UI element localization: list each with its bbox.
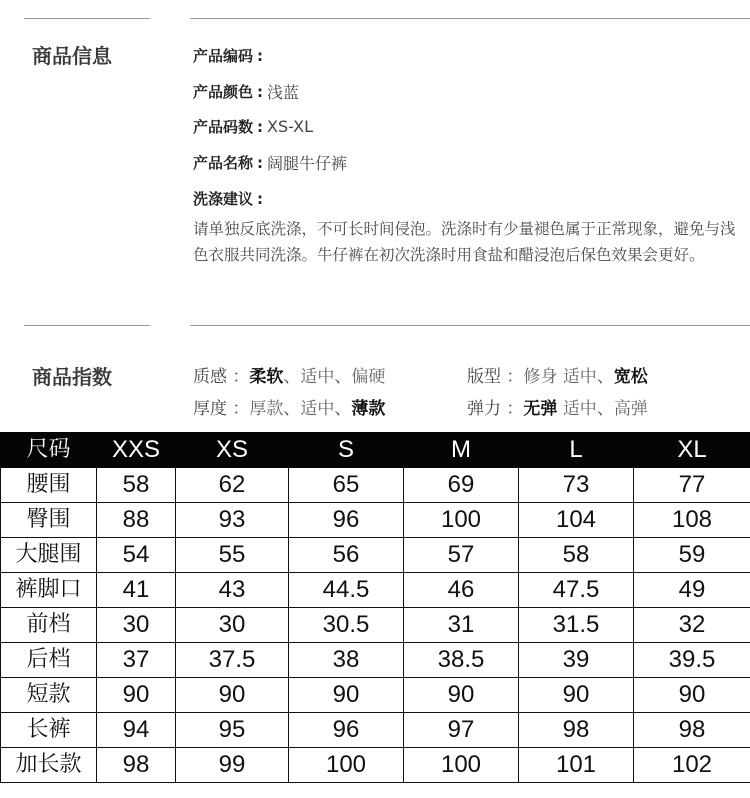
info-key: 产品颜色 (193, 83, 254, 101)
table-cell: 38.5 (404, 643, 519, 678)
table-cell: 65 (289, 468, 404, 503)
table-cell: 90 (97, 678, 176, 713)
row-label: 大腿围 (1, 538, 97, 573)
header-cell: S (289, 433, 404, 468)
section-title-index: 商品指数 (32, 365, 112, 389)
attr-thickness: 厚度 ：厚款、适中、薄款 (193, 399, 386, 419)
table-cell: 49 (634, 573, 750, 608)
table-row (1, 573, 750, 608)
header-cell: XS (176, 433, 289, 468)
table-cell: 39.5 (634, 643, 750, 678)
row-label: 腰围 (1, 468, 97, 503)
table-cell: 56 (289, 538, 404, 573)
divider (190, 18, 750, 19)
table-cell: 99 (176, 748, 289, 783)
row-label: 臀围 (1, 503, 97, 538)
info-key: 产品编码 (193, 47, 254, 65)
row-label: 后档 (1, 643, 97, 678)
table-cell: 30.5 (289, 608, 404, 643)
table-cell: 73 (519, 468, 634, 503)
info-row-code: 产品编码 : (193, 46, 264, 65)
info-value: 浅蓝 (267, 83, 300, 102)
opt: 高弹 (613, 399, 648, 419)
opt: 适中 (300, 399, 335, 419)
table-cell: 94 (97, 713, 176, 748)
table-cell: 57 (404, 538, 519, 573)
table-cell: 77 (634, 468, 750, 503)
table-row (1, 748, 750, 783)
info-row-size: 产品码数 : XS-XL (193, 117, 313, 136)
divider (24, 18, 150, 19)
opt: 宽松 (613, 367, 648, 387)
table-row (1, 643, 750, 678)
opt: 适中 (562, 399, 597, 419)
table-cell: 98 (634, 713, 750, 748)
table-row (1, 608, 750, 643)
info-key: 洗涤建议 (193, 190, 254, 208)
table-cell: 98 (519, 713, 634, 748)
table-cell: 90 (289, 678, 404, 713)
table-cell: 37 (97, 643, 176, 678)
table-cell: 31 (404, 608, 519, 643)
table-cell: 58 (97, 468, 176, 503)
attr-elasticity: 弹力 ：无弹 适中、高弹 (467, 399, 648, 419)
opt: 适中 (300, 367, 335, 387)
opt: 修身 (523, 367, 558, 387)
table-cell: 100 (289, 748, 404, 783)
table-cell: 47.5 (519, 573, 634, 608)
table-row (1, 468, 750, 503)
table-cell: 43 (176, 573, 289, 608)
table-cell: 62 (176, 468, 289, 503)
table-cell: 90 (176, 678, 289, 713)
table-cell: 102 (634, 748, 750, 783)
table-cell: 58 (519, 538, 634, 573)
table-cell: 101 (519, 748, 634, 783)
table-cell: 31.5 (519, 608, 634, 643)
table-cell: 30 (176, 608, 289, 643)
divider (190, 325, 750, 326)
info-row-wash: 洗涤建议 : (193, 189, 264, 208)
table-cell: 32 (634, 608, 750, 643)
table-cell: 59 (634, 538, 750, 573)
info-key: 产品码数 (193, 118, 254, 136)
divider (24, 325, 150, 326)
table-cell: 55 (176, 538, 289, 573)
row-label: 长裤 (1, 713, 97, 748)
table-cell: 96 (289, 713, 404, 748)
row-label: 短款 (1, 678, 97, 713)
header-cell: 尺码 (1, 433, 97, 468)
table-cell: 41 (97, 573, 176, 608)
table-cell: 46 (404, 573, 519, 608)
table-cell: 90 (404, 678, 519, 713)
info-value: XS-XL (267, 117, 313, 136)
table-cell: 97 (404, 713, 519, 748)
row-label: 裤脚口 (1, 573, 97, 608)
table-cell: 98 (97, 748, 176, 783)
table-cell: 37.5 (176, 643, 289, 678)
row-label: 前档 (1, 608, 97, 643)
table-row (1, 538, 750, 573)
table-row (1, 503, 750, 538)
table-cell: 44.5 (289, 573, 404, 608)
table-cell: 30 (97, 608, 176, 643)
table-cell: 95 (176, 713, 289, 748)
table-cell: 96 (289, 503, 404, 538)
table-cell: 93 (176, 503, 289, 538)
info-value: 阔腿牛仔裤 (267, 154, 348, 173)
table-cell: 38 (289, 643, 404, 678)
table-cell: 39 (519, 643, 634, 678)
size-header-row (1, 433, 750, 468)
header-cell: XXS (97, 433, 176, 468)
table-cell: 104 (519, 503, 634, 538)
table-cell: 69 (404, 468, 519, 503)
info-key: 产品名称 (193, 154, 254, 172)
table-cell: 100 (404, 503, 519, 538)
section-title-info: 商品信息 (32, 44, 112, 68)
table-cell: 108 (634, 503, 750, 538)
opt: 薄款 (351, 399, 386, 419)
opt: 适中 (562, 367, 597, 387)
opt: 厚款 (249, 399, 284, 419)
table-cell: 88 (97, 503, 176, 538)
size-table (0, 432, 750, 783)
opt: 无弹 (523, 399, 558, 419)
table-row (1, 713, 750, 748)
opt: 柔软 (249, 367, 284, 387)
header-cell: L (519, 433, 634, 468)
attr-texture: 质感 ：柔软、适中、偏硬 (193, 367, 386, 387)
table-cell: 100 (404, 748, 519, 783)
attr-fit: 版型 ：修身 适中、宽松 (467, 367, 648, 387)
table-cell: 90 (519, 678, 634, 713)
table-cell: 54 (97, 538, 176, 573)
info-row-color: 产品颜色 : 浅蓝 (193, 80, 299, 103)
wash-instructions: 请单独反底洗涤，不可长时间侵泡。洗涤时有少量褪色属于正常现象，避免与浅色衣服共同洗涤。牛仔裤在初次洗涤时用食盐和醋浸泡后保色效果会更好。 (193, 220, 736, 264)
row-label: 加长款 (1, 748, 97, 783)
opt: 偏硬 (351, 367, 386, 387)
table-row (1, 678, 750, 713)
info-row-name: 产品名称 : 阔腿牛仔裤 (193, 151, 347, 174)
header-cell: XL (634, 433, 750, 468)
table-cell: 90 (634, 678, 750, 713)
header-cell: M (404, 433, 519, 468)
